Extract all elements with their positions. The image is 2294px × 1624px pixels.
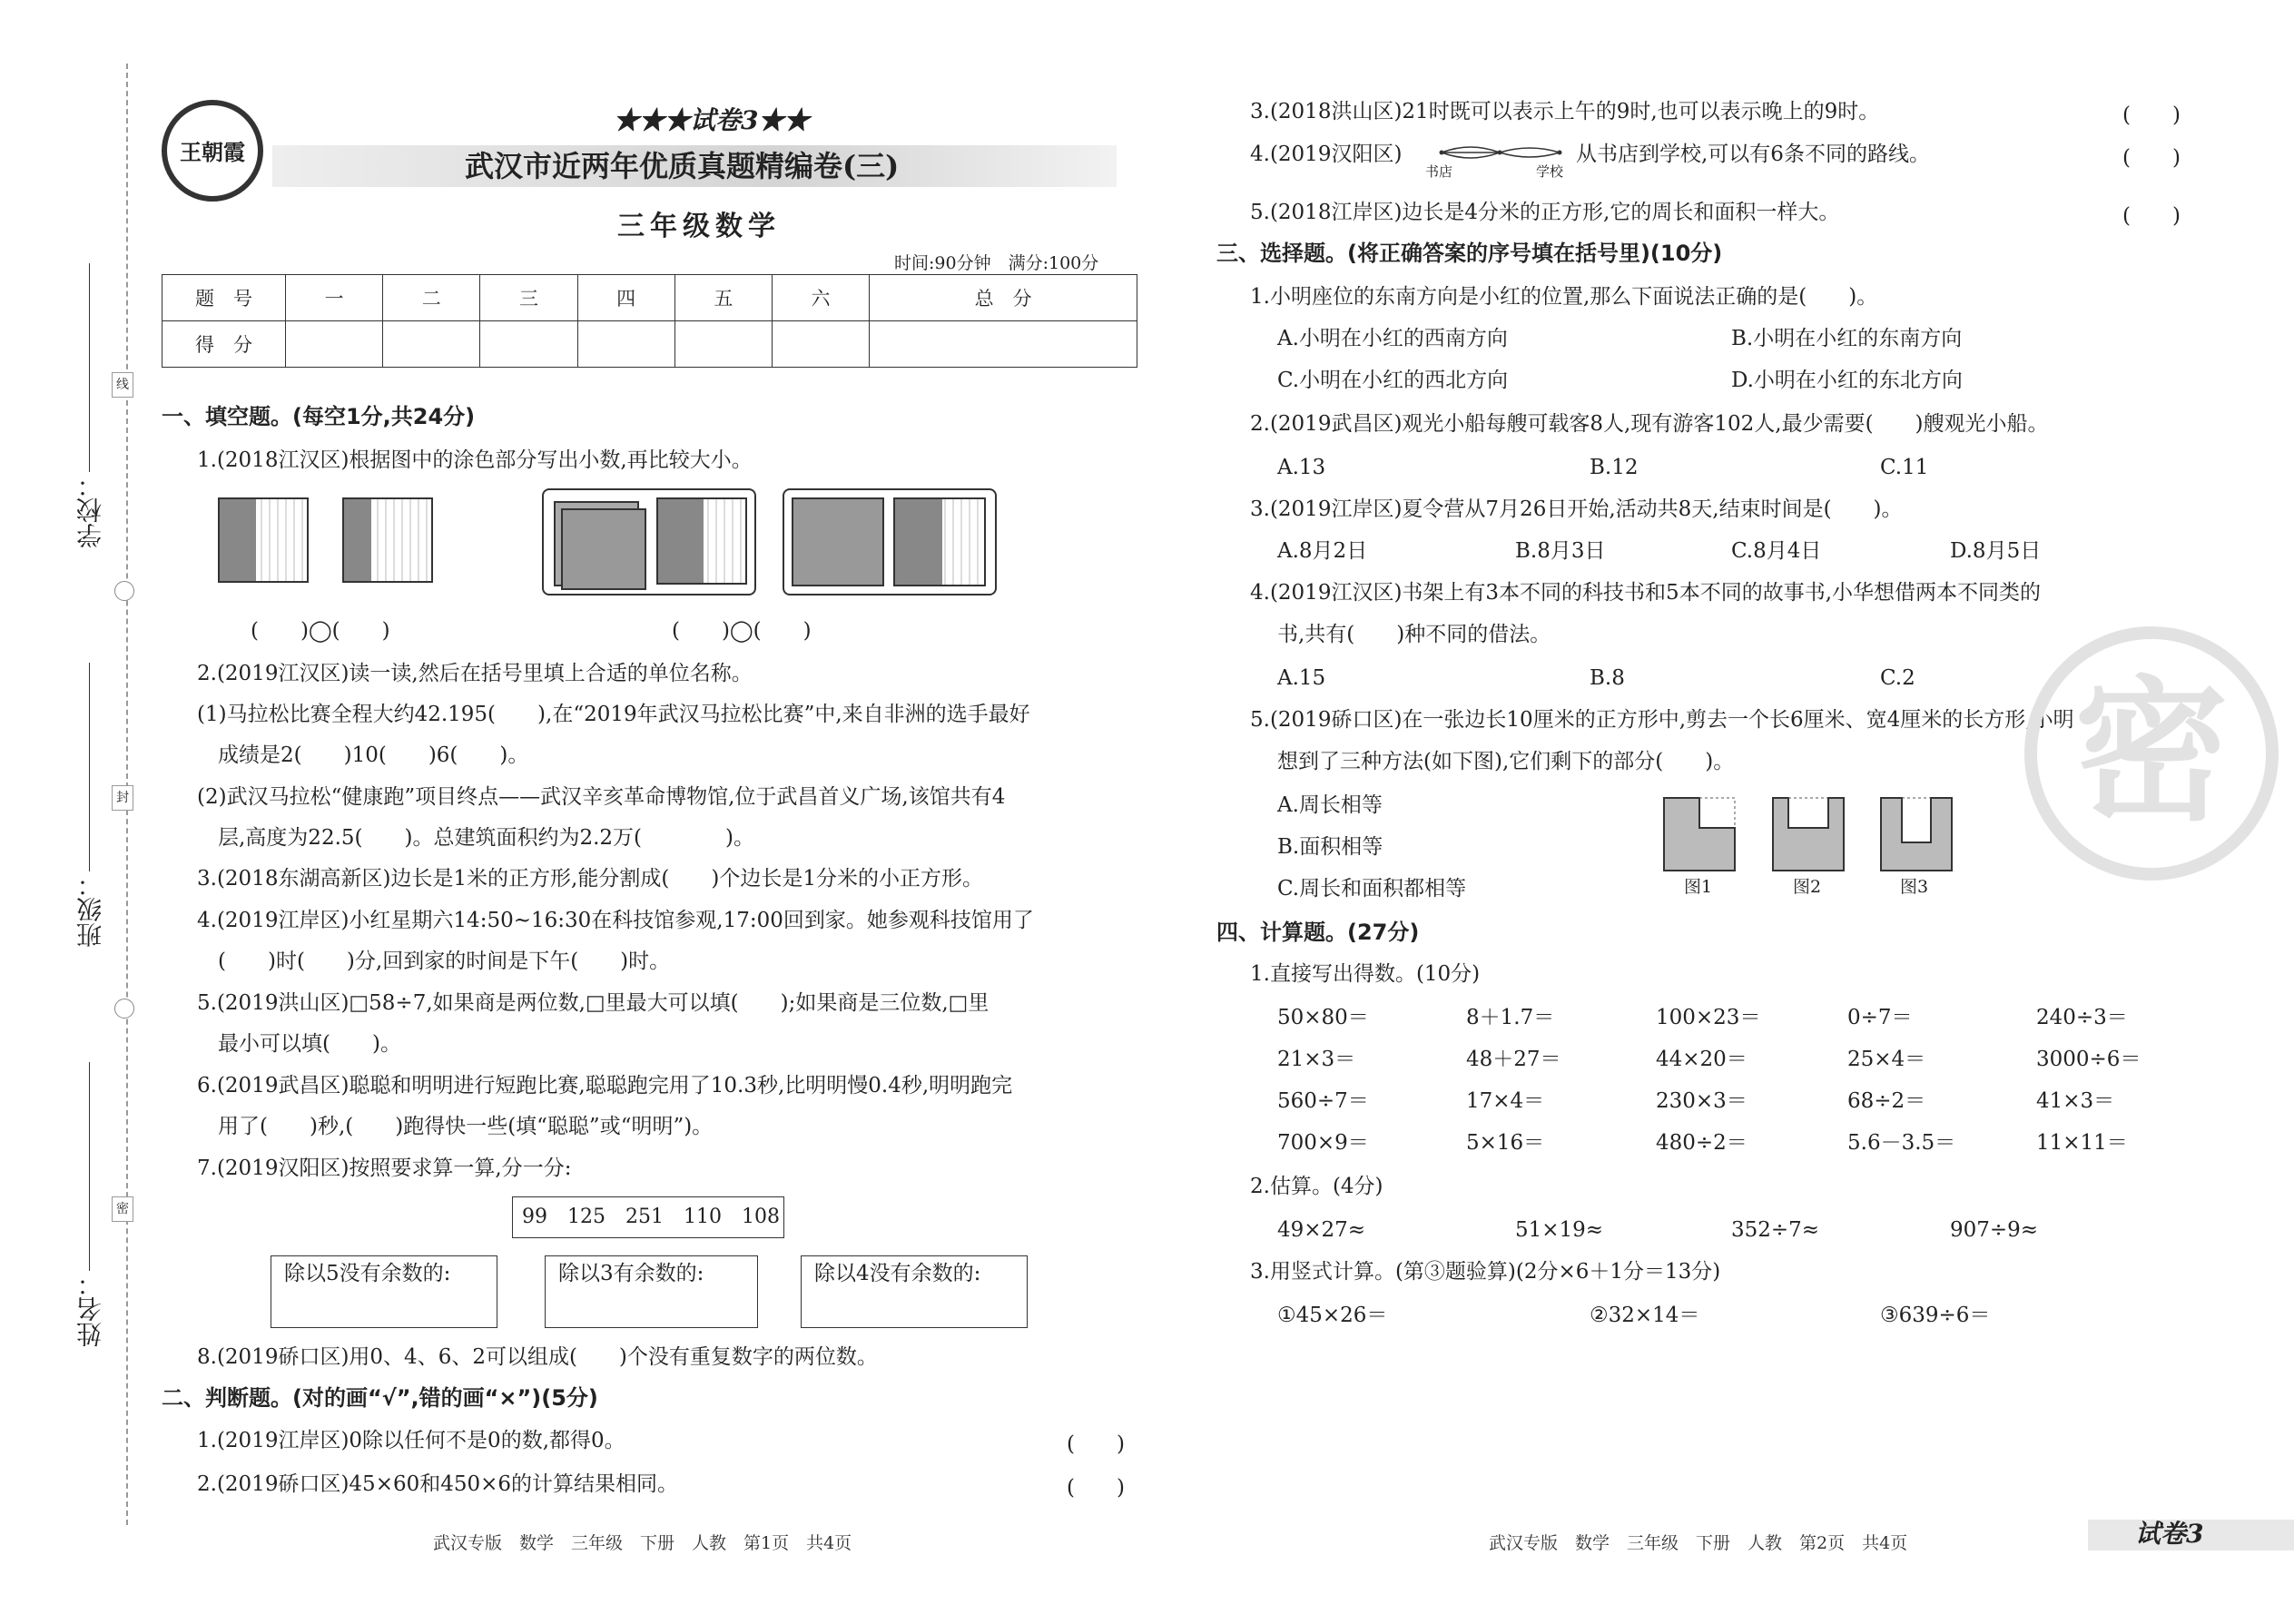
option-text[interactable]: A.周长相等 (1277, 793, 1383, 817)
school-line (89, 263, 90, 472)
calc-item[interactable]: 700×9＝ (1277, 1131, 1369, 1155)
table-cell: 三 (480, 275, 577, 321)
shaded-part (220, 499, 256, 581)
judge-blank[interactable]: ( ) (1067, 1432, 1125, 1456)
table-cell: 二 (383, 275, 480, 321)
calc-item[interactable]: 50×80＝ (1277, 1006, 1369, 1029)
calc-item[interactable]: 17×4＝ (1466, 1089, 1545, 1113)
vertical-calc-item[interactable]: ②32×14＝ (1590, 1304, 1700, 1327)
estimate-item[interactable]: 51×19≈ (1515, 1218, 1604, 1242)
question-text: 从书店到学校,可以有6条不同的路线。 (1576, 143, 1930, 166)
section-heading: 四、计算题。(27分) (1216, 920, 1420, 945)
footer-right: 武汉专版 数学 三年级 下册 人教 第2页 共4页 (1489, 1533, 1908, 1553)
score-input[interactable] (870, 321, 1137, 368)
question-text: 5.(2019硚口区)在一张边长10厘米的正方形中,剪去一个长6厘米、宽4厘米的长方形,小明 (1250, 708, 2074, 732)
footer-tag: 试卷3 (2135, 1519, 2204, 1549)
option-text[interactable]: C.2 (1880, 666, 1915, 690)
question-text: 4.(2019汉阳区) (1250, 143, 1403, 166)
question-text: (1)马拉松比赛全程大约42.195( ),在“2019年武汉马拉松比赛”中,来自非洲的选手最好 (197, 703, 1030, 726)
judge-blank[interactable]: ( ) (2122, 146, 2181, 170)
question-text: (2)武汉马拉松“健康跑”项目终点——武汉辛亥革命博物馆,位于武昌首义广场,该馆共有4 (197, 785, 1006, 809)
score-input[interactable] (772, 321, 869, 368)
table-cell: 五 (674, 275, 772, 321)
option-text[interactable]: A.15 (1277, 666, 1326, 690)
calc-item[interactable]: 41×3＝ (2036, 1089, 2115, 1113)
shaded-part (895, 499, 942, 585)
class-line (89, 663, 90, 871)
question-text: 用了( )秒,( )跑得快一些(填“聪聪”或“明明”)。 (218, 1115, 714, 1138)
exam-title: 武汉市近两年优质真题精编卷(三) (465, 149, 900, 183)
option-text[interactable]: B.8月3日 (1515, 539, 1606, 563)
question-text: 1.(2019江岸区)0除以任何不是0的数,都得0。 (197, 1429, 625, 1452)
option-text[interactable]: A.小明在小红的西南方向 (1277, 327, 1508, 350)
figure-shape (1773, 798, 1844, 871)
option-text[interactable]: B.12 (1590, 456, 1639, 479)
score-input[interactable] (480, 321, 577, 368)
cut-figure-1 (1663, 797, 1736, 871)
seal-mark-1: 线 (112, 372, 133, 398)
confidential-watermark (2024, 626, 2279, 881)
figure-caption: 图3 (1900, 877, 1929, 897)
answer-box[interactable] (801, 1255, 1028, 1328)
score-input[interactable] (674, 321, 772, 368)
question-text: 成绩是2( )10( )6( )。 (218, 743, 529, 767)
calc-item[interactable]: 68÷2＝ (1847, 1089, 1926, 1113)
calc-item[interactable]: 480÷2＝ (1656, 1131, 1748, 1155)
question-text: 1.小明座位的东南方向是小红的位置,那么下面说法正确的是( )。 (1250, 285, 1878, 309)
option-text[interactable]: B.面积相等 (1277, 835, 1383, 859)
figure-shape (1881, 798, 1952, 871)
figure-caption: 图1 (1684, 877, 1713, 897)
section-heading: 三、选择题。(将正确答案的序号填在括号里)(10分) (1216, 241, 1723, 266)
option-text[interactable]: A.13 (1277, 456, 1326, 479)
estimate-item[interactable]: 352÷7≈ (1731, 1218, 1820, 1242)
subject-title: 三年级数学 (617, 211, 781, 242)
vertical-calc-item[interactable]: ①45×26＝ (1277, 1304, 1388, 1327)
ornament-icon (114, 999, 134, 1019)
calc-item[interactable]: 11×11＝ (2036, 1131, 2128, 1155)
logo-text: 王朝霞 (180, 139, 245, 165)
calc-item[interactable]: 100×23＝ (1656, 1006, 1761, 1029)
question-text: 2.(2019江汉区)读一读,然后在括号里填上合适的单位名称。 (197, 662, 753, 685)
route-path (1500, 148, 1560, 157)
question-text: 4.(2019江岸区)小红星期六14:50~16:30在科技馆参观,17:00回到家。她参观科技馆用了 (197, 909, 1034, 932)
option-text[interactable]: C.11 (1880, 456, 1929, 479)
question-text: 3.(2018东湖高新区)边长是1米的正方形,能分割成( )个边长是1分米的小正方形。 (197, 867, 983, 891)
table-cell: 题 号 (162, 275, 286, 321)
calc-item[interactable]: 44×20＝ (1656, 1048, 1748, 1071)
option-text[interactable]: C.8月4日 (1731, 539, 1822, 563)
seal-mark-3: 密 (112, 1196, 133, 1222)
table-cell: 六 (772, 275, 869, 321)
option-text[interactable]: D.小明在小红的东北方向 (1731, 369, 1963, 392)
series-label: ★★★试卷3★★ (614, 105, 810, 135)
box-label: 除以4没有余数的: (814, 1262, 981, 1285)
calc-item[interactable]: 21×3＝ (1277, 1048, 1356, 1071)
ornament-icon (114, 581, 134, 601)
exam-meta: 时间:90分钟 满分:100分 (894, 253, 1099, 273)
answer-box[interactable] (271, 1255, 497, 1328)
table-row (162, 321, 1137, 368)
question-text: 想到了三种方法(如下图),它们剩下的部分( )。 (1277, 750, 1735, 773)
question-text: 2.估算。(4分) (1250, 1175, 1383, 1198)
section-heading: 二、判断题。(对的画“√”,错的画“×”)(5分) (162, 1385, 598, 1411)
decimal-figure (218, 497, 309, 583)
name-line (89, 1062, 90, 1271)
table-cell: 四 (577, 275, 674, 321)
cut-figure-2 (1772, 797, 1845, 871)
question-text: 4.(2019江汉区)书架上有3本不同的科技书和5本不同的故事书,小华想借两本不同类的 (1250, 581, 2042, 605)
option-text[interactable]: D.8月5日 (1950, 539, 2042, 563)
question-text: 8.(2019硚口区)用0、4、6、2可以组成( )个没有重复数字的两位数。 (197, 1345, 878, 1369)
option-text[interactable]: B.8 (1590, 666, 1625, 690)
calc-item[interactable]: 3000÷6＝ (2036, 1048, 2141, 1071)
calc-item[interactable]: 230×3＝ (1656, 1089, 1748, 1113)
route-label: 学校 (1536, 163, 1564, 180)
cut-outline (1699, 798, 1735, 828)
shaded-part (344, 499, 371, 581)
calc-item[interactable]: 560÷7＝ (1277, 1089, 1369, 1113)
seal-mark-2: 封 (112, 785, 133, 811)
name-label: 姓名： (75, 1271, 105, 1347)
route-node (1440, 151, 1444, 155)
judge-blank[interactable]: ( ) (2122, 204, 2181, 228)
table-row (162, 275, 1137, 321)
option-text[interactable]: C.小明在小红的西北方向 (1277, 369, 1509, 392)
question-text: 5.(2018江岸区)边长是4分米的正方形,它的周长和面积一样大。 (1250, 201, 1840, 224)
question-text: 7.(2019汉阳区)按照要求算一算,分一分: (197, 1156, 572, 1180)
calc-item[interactable]: 240÷3＝ (2036, 1006, 2128, 1029)
route-label: 书店 (1425, 163, 1453, 180)
question-text: 最小可以填( )。 (218, 1032, 401, 1056)
table-cell: 一 (286, 275, 383, 321)
question-text: 3.(2018洪山区)21时既可以表示上午的9时,也可以表示晚上的9时。 (1250, 100, 1880, 123)
question-text: 3.(2019江岸区)夏令营从7月26日开始,活动共8天,结束时间是( )。 (1250, 497, 1903, 521)
question-text: 6.(2019武昌区)聪聪和明明进行短跑比赛,聪聪跑完用了10.3秒,比明明慢0.4秒,明明跑完 (197, 1074, 1013, 1097)
question-text: 1.直接写出得数。(10分) (1250, 962, 1481, 986)
footer-left: 武汉专版 数学 三年级 下册 人教 第1页 共4页 (433, 1533, 852, 1553)
question-text: 5.(2019洪山区)□58÷7,如果商是两位数,□里最大可以填( );如果商是三位数,□里 (197, 991, 989, 1015)
figure-caption: 图2 (1793, 877, 1822, 897)
question-text: 3.用竖式计算。(第③题验算)(2分×6＋1分＝13分) (1250, 1260, 1721, 1284)
class-label: 班级： (75, 871, 105, 948)
full-square (792, 497, 884, 586)
answer-box[interactable] (545, 1255, 758, 1328)
score-table (162, 274, 1137, 368)
calc-item[interactable]: 0÷7＝ (1847, 1006, 1913, 1029)
figure-shape (1664, 798, 1735, 871)
compare-blank[interactable]: ( )◯( ) (251, 619, 390, 643)
calc-item[interactable]: 5×16＝ (1466, 1131, 1545, 1155)
box-label: 除以5没有余数的: (284, 1262, 451, 1285)
question-text: 层,高度为22.5( )。总建筑面积约为2.2万( )。 (218, 826, 754, 850)
calc-item[interactable]: 5.6－3.5＝ (1847, 1131, 1956, 1155)
question-text: 1.(2018江汉区)根据图中的涂色部分写出小数,再比较大小。 (197, 448, 753, 472)
number-box (512, 1196, 784, 1238)
score-input[interactable] (286, 321, 383, 368)
logo-seal (162, 100, 263, 202)
calc-item[interactable]: 8＋1.7＝ (1466, 1006, 1555, 1029)
estimate-item[interactable]: 907÷9≈ (1950, 1218, 2039, 1242)
calc-item[interactable]: 48＋27＝ (1466, 1048, 1561, 1071)
route-node (1558, 151, 1562, 155)
shaded-part (658, 499, 704, 583)
number-list: 99 125 251 110 108 (522, 1206, 780, 1228)
question-text: 2.(2019硚口区)45×60和450×6的计算结果相同。 (197, 1472, 679, 1496)
calc-item[interactable]: 25×4＝ (1847, 1048, 1926, 1071)
stacked-square (561, 508, 646, 590)
question-text: 书,共有( )种不同的借法。 (1277, 623, 1551, 646)
judge-blank[interactable]: ( ) (2122, 103, 2181, 127)
compare-blank[interactable]: ( )◯( ) (672, 619, 812, 643)
question-text: 2.(2019武昌区)观光小船每艘可载客8人,现有游客102人,最少需要( )艘观光小船。 (1250, 412, 2049, 436)
decimal-figure (342, 497, 433, 583)
option-text[interactable]: A.8月2日 (1277, 539, 1368, 563)
decimal-figure (656, 497, 747, 585)
table-cell: 总 分 (870, 275, 1137, 321)
score-input[interactable] (383, 321, 480, 368)
watermark-char: 密 (2073, 663, 2229, 842)
route-node (1498, 151, 1502, 155)
vertical-calc-item[interactable]: ③639÷6＝ (1880, 1304, 1991, 1327)
decimal-figure (893, 497, 986, 586)
judge-blank[interactable]: ( ) (1067, 1476, 1125, 1500)
section-heading: 一、填空题。(每空1分,共24分) (162, 404, 476, 429)
option-text[interactable]: C.周长和面积都相等 (1277, 877, 1467, 901)
estimate-item[interactable]: 49×27≈ (1277, 1218, 1366, 1242)
cut-figure-3 (1880, 797, 1953, 871)
table-cell: 得 分 (162, 321, 286, 368)
score-input[interactable] (577, 321, 674, 368)
question-text: ( )时( )分,回到家的时间是下午( )时。 (218, 950, 671, 973)
school-label: 学校： (75, 472, 105, 548)
box-label: 除以3有余数的: (558, 1262, 704, 1285)
option-text[interactable]: B.小明在小红的东南方向 (1731, 327, 1963, 350)
